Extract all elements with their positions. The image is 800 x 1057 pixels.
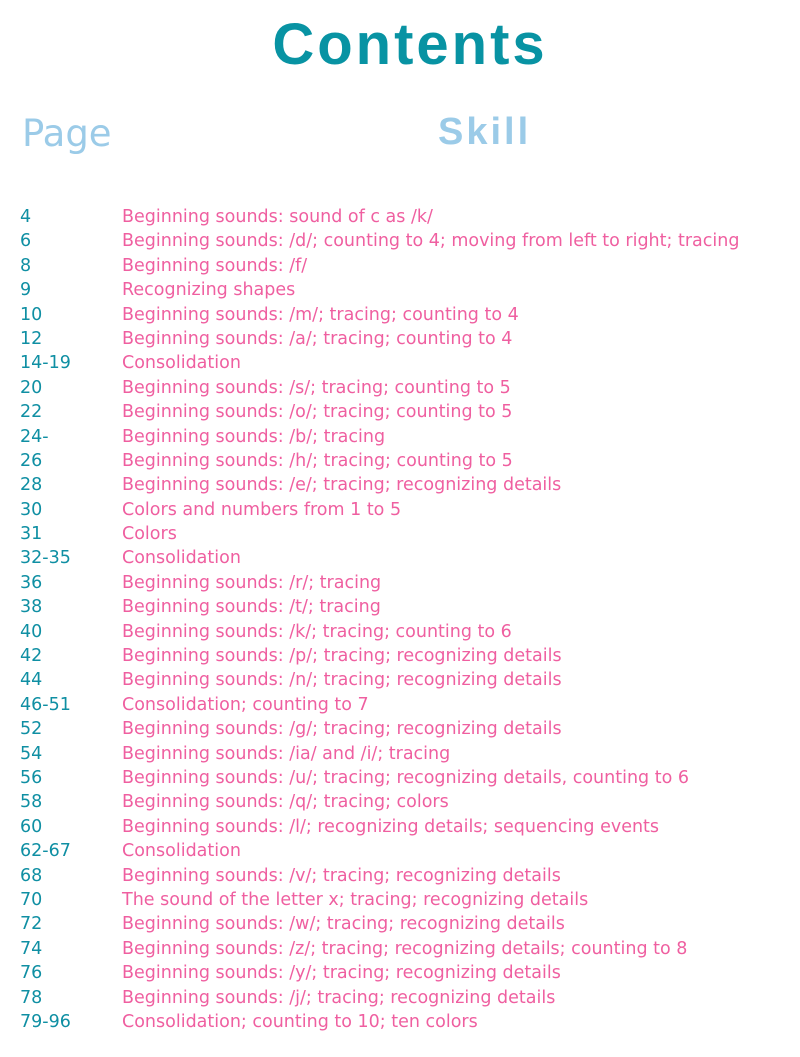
contents-list	[0, 205, 800, 1034]
entry-page-number: 79-96	[20, 1011, 71, 1032]
entry-skill: Beginning sounds: /a/; tracing; counting to 4	[122, 328, 513, 349]
contents-entry	[0, 766, 800, 790]
entry-page-number: 9	[20, 280, 32, 301]
entry-page-number: 74	[20, 938, 43, 959]
entry-page-number: 54	[20, 743, 43, 764]
contents-entry	[0, 620, 800, 644]
entry-skill: Consolidation	[122, 353, 241, 374]
contents-entry	[0, 742, 800, 766]
contents-entry	[0, 205, 800, 229]
entry-skill: Consolidation; counting to 10; ten colors	[122, 1011, 478, 1032]
entry-page-number: 30	[20, 499, 43, 520]
page-title: Contents	[272, 12, 548, 77]
contents-entry	[0, 546, 800, 570]
contents-entry	[0, 864, 800, 888]
entry-page-number: 14-19	[20, 353, 71, 374]
entry-skill: Beginning sounds: /q/; tracing; colors	[122, 792, 449, 813]
entry-page-number: 36	[20, 572, 43, 593]
entry-skill: Beginning sounds: /ia/ and /i/; tracing	[122, 743, 451, 764]
entry-page-number: 31	[20, 524, 43, 545]
entry-skill: Beginning sounds: /f/	[122, 255, 308, 276]
entry-page-number: 22	[20, 402, 43, 423]
entry-skill: Beginning sounds: /r/; tracing	[122, 572, 382, 593]
entry-skill: The sound of the letter x; tracing; recognizing details	[122, 889, 589, 910]
entry-skill: Beginning sounds: /v/; tracing; recognizing details	[122, 865, 561, 886]
contents-entry	[0, 790, 800, 814]
entry-skill: Consolidation	[122, 548, 241, 569]
contents-entry	[0, 498, 800, 522]
entry-skill: Beginning sounds: /u/; tracing; recognizing details, counting to 6	[122, 767, 689, 788]
contents-entry	[0, 278, 800, 302]
entry-page-number: 46-51	[20, 694, 71, 715]
entry-page-number: 28	[20, 475, 43, 496]
entry-skill: Beginning sounds: /o/; tracing; counting to 5	[122, 402, 513, 423]
contents-entry	[0, 351, 800, 375]
entry-page-number: 32-35	[20, 548, 71, 569]
contents-entry	[0, 522, 800, 546]
contents-entry	[0, 839, 800, 863]
entry-skill: Colors	[122, 524, 177, 545]
page-column-header: Page	[22, 112, 112, 155]
entry-page-number: 38	[20, 597, 43, 618]
entry-page-number: 70	[20, 889, 43, 910]
entry-skill: Recognizing shapes	[122, 280, 296, 301]
entry-skill: Colors and numbers from 1 to 5	[122, 499, 402, 520]
entry-page-number: 44	[20, 670, 43, 691]
contents-entry	[0, 986, 800, 1010]
contents-entry	[0, 1010, 800, 1034]
entry-skill: Beginning sounds: /t/; tracing	[122, 597, 381, 618]
contents-entry	[0, 425, 800, 449]
entry-skill: Beginning sounds: /d/; counting to 4; moving from left to right; tracing	[122, 231, 740, 252]
entry-skill: Beginning sounds: /l/; recognizing details; sequencing events	[122, 816, 660, 837]
entry-skill: Beginning sounds: /e/; tracing; recognizing details	[122, 475, 562, 496]
entry-page-number: 52	[20, 719, 43, 740]
contents-entry	[0, 376, 800, 400]
contents-entry	[0, 961, 800, 985]
entry-skill: Beginning sounds: /k/; tracing; counting to 6	[122, 621, 512, 642]
contents-entry	[0, 571, 800, 595]
entry-page-number: 12	[20, 328, 43, 349]
entry-page-number: 68	[20, 865, 43, 886]
entry-page-number: 40	[20, 621, 43, 642]
contents-entry	[0, 668, 800, 692]
entry-page-number: 26	[20, 450, 43, 471]
contents-entry	[0, 815, 800, 839]
contents-entry	[0, 595, 800, 619]
entry-skill: Beginning sounds: /n/; tracing; recognizing details	[122, 670, 562, 691]
entry-page-number: 72	[20, 914, 43, 935]
entry-page-number: 58	[20, 792, 43, 813]
entry-page-number: 60	[20, 816, 43, 837]
entry-page-number: 6	[20, 231, 32, 252]
contents-entry	[0, 449, 800, 473]
contents-entry	[0, 693, 800, 717]
entry-skill: Beginning sounds: /j/; tracing; recognizing details	[122, 987, 556, 1008]
entry-skill: Consolidation; counting to 7	[122, 694, 369, 715]
entry-page-number: 4	[20, 207, 32, 227]
skill-column-header: Skill	[438, 111, 532, 153]
contents-entry	[0, 327, 800, 351]
entry-page-number: 42	[20, 646, 43, 667]
contents-entry	[0, 937, 800, 961]
contents-entry	[0, 644, 800, 668]
entry-page-number: 10	[20, 304, 43, 325]
entry-skill: Beginning sounds: /b/; tracing	[122, 426, 386, 447]
entry-page-number: 62-67	[20, 841, 71, 862]
entry-skill: Beginning sounds: sound of c as /k/	[122, 207, 433, 227]
entry-skill: Consolidation	[122, 841, 241, 862]
entry-page-number: 76	[20, 963, 43, 984]
entry-page-number: 8	[20, 255, 32, 276]
entry-page-number: 78	[20, 987, 43, 1008]
contents-entry	[0, 717, 800, 741]
contents-entry	[0, 229, 800, 253]
contents-entry	[0, 254, 800, 278]
entry-skill: Beginning sounds: /g/; tracing; recognizing details	[122, 719, 562, 740]
contents-entry	[0, 912, 800, 936]
entry-skill: Beginning sounds: /y/; tracing; recognizing details	[122, 963, 561, 984]
contents-entry	[0, 473, 800, 497]
entry-page-number: 24-	[20, 426, 49, 447]
entry-skill: Beginning sounds: /m/; tracing; counting to 4	[122, 304, 519, 325]
contents-entry	[0, 400, 800, 424]
entry-skill: Beginning sounds: /w/; tracing; recognizing details	[122, 914, 565, 935]
entry-skill: Beginning sounds: /p/; tracing; recognizing details	[122, 646, 562, 667]
entry-page-number: 56	[20, 767, 43, 788]
entry-skill: Beginning sounds: /s/; tracing; counting to 5	[122, 377, 511, 398]
contents-entry	[0, 888, 800, 912]
entry-skill: Beginning sounds: /z/; tracing; recognizing details; counting to 8	[122, 938, 688, 959]
contents-entry	[0, 303, 800, 327]
entry-skill: Beginning sounds: /h/; tracing; counting to 5	[122, 450, 513, 471]
entry-page-number: 20	[20, 377, 43, 398]
